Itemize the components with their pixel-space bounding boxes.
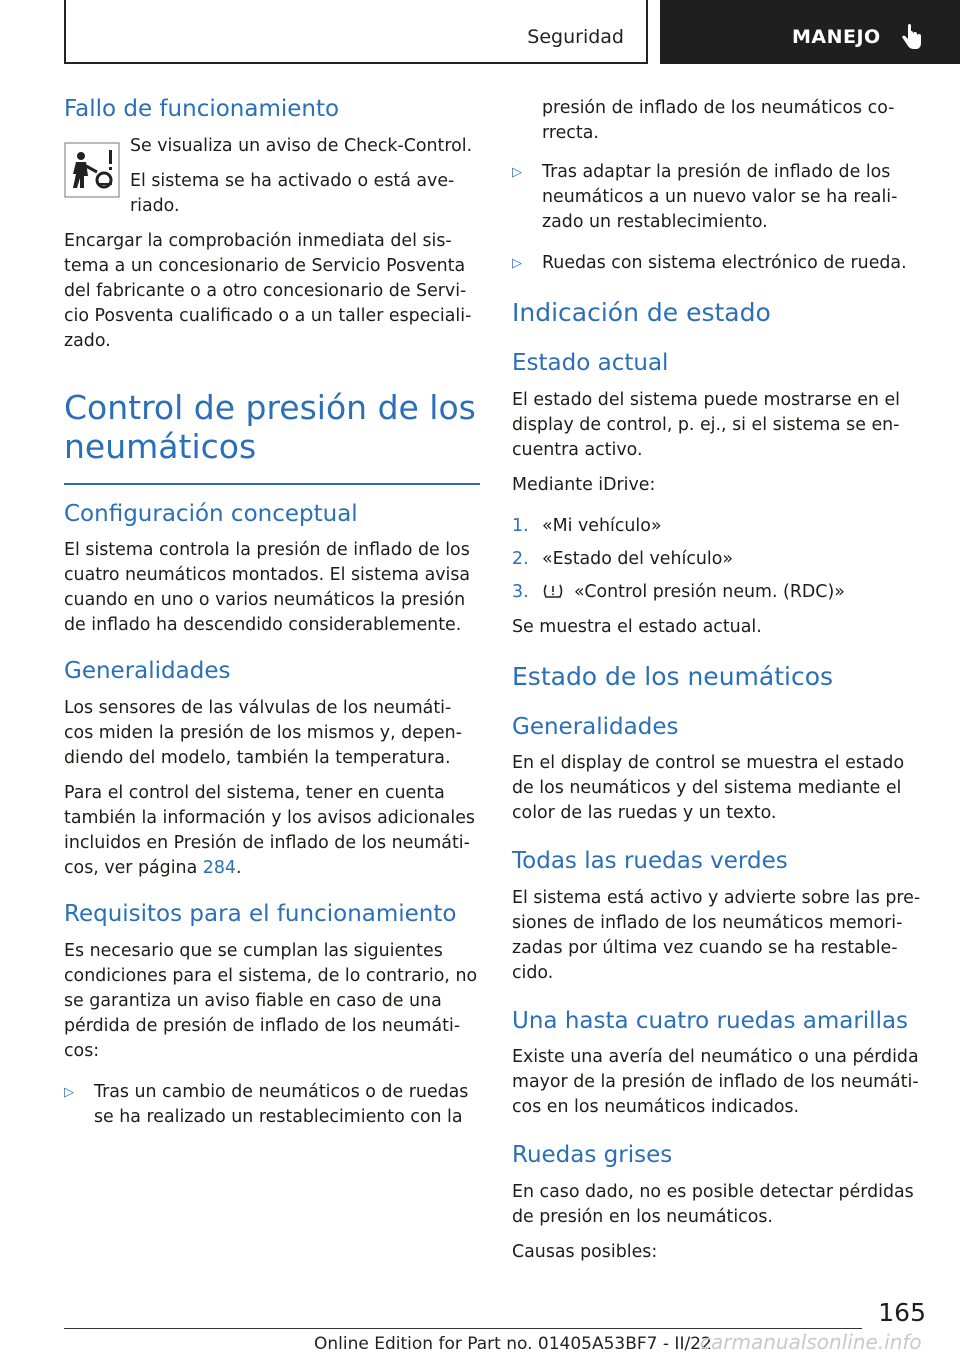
- current-status-heading: Estado actual: [512, 350, 669, 376]
- bullet-arrow-icon: ▷: [512, 165, 522, 180]
- warning-block: [64, 134, 480, 219]
- step-text: «Mi vehículo»: [542, 515, 662, 536]
- tyre-status-heading: Estado de los neumáticos: [512, 661, 834, 691]
- requirements-list: [64, 1080, 480, 1130]
- grey-wheels-heading: Ruedas grises: [512, 1142, 673, 1169]
- bullet-arrow-icon: ▷: [512, 256, 522, 271]
- tyre-general-text: En el display de control se muestra el estado de los neumáticos y del sistema mediante el color de las ruedas y un texto.: [512, 753, 905, 824]
- step-item: [512, 580, 928, 605]
- malfunction-text-1: Se visualiza un aviso de Check-Control.: [130, 135, 473, 156]
- concept-heading: Configuración conceptual: [64, 500, 358, 527]
- list-item-text: Ruedas con sistema electrónico de rueda.: [542, 253, 907, 273]
- step-number: 2.: [512, 548, 529, 569]
- page-link[interactable]: 284: [202, 857, 236, 878]
- tyre-general-heading: Generalidades: [512, 713, 679, 740]
- idrive-text: Mediante iDrive:: [512, 474, 656, 495]
- steering-hand-icon: [898, 22, 924, 52]
- step-text: «Control presión neum. (RDC)»: [574, 581, 845, 602]
- current-status-text: El estado del sistema puede mostrarse en el display de control, p. ej., si el sistema se en-cuentra activo.: [512, 389, 900, 460]
- green-wheels-text: El sistema está activo y advierte sobre las pre-siones de inflado de los neumáticos memori-zadas por última vez cuando se ha restable-cido.: [512, 887, 921, 983]
- right-column: [512, 96, 928, 1275]
- malfunction-heading: Fallo de funcionamiento: [64, 96, 340, 122]
- header-section-title: Seguridad: [527, 26, 624, 48]
- step-number: 3.: [512, 581, 529, 602]
- header-chapter-label: MANEJO: [792, 26, 881, 48]
- general-text-2-body: Para el control del sistema, tener en cuenta también la información y los avisos adicionales incluidos en Presión de inflado de los neumáti-cos, ver página: [64, 782, 475, 878]
- list-item-text: Tras un cambio de neumáticos o de ruedas se ha realizado un restablecimiento con la: [94, 1081, 469, 1127]
- tyre-pressure-warning-icon: [64, 142, 120, 198]
- list-continuation-text: presión de inflado de los neumáticos co-rrecta.: [542, 98, 895, 143]
- requirements-heading: Requisitos para el funcionamiento: [64, 900, 457, 927]
- general-text-2: [64, 781, 480, 881]
- possible-causes-text: Causas posibles:: [512, 1241, 658, 1262]
- green-wheels-heading: Todas las ruedas verdes: [512, 848, 788, 875]
- list-item: [512, 251, 928, 276]
- requirements-list-cont: [512, 160, 928, 276]
- tpms-main-heading: Control de presión de los neumáticos: [64, 387, 476, 467]
- heading-rule: [64, 483, 480, 485]
- watermark: carmanualsonline.info: [700, 1330, 922, 1354]
- header-section-box: [64, 0, 648, 64]
- list-item: [64, 1080, 480, 1130]
- malfunction-text-3: Encargar la comprobación inmediata del sis-tema a un concesionario de Servicio Posventa del fabricante o a otro concesionario de Servi-cio Posventa cualificado o a un taller especiali-zado.: [64, 230, 472, 351]
- footer-rule: [64, 1328, 862, 1329]
- general-text-2-end: .: [235, 857, 242, 878]
- page-number: 165: [878, 1298, 926, 1327]
- general-text-1: Los sensores de las válvulas de los neumáti-cos miden la presión de los mismos y, depen-diendo del modelo, también la temperatura.: [64, 697, 462, 768]
- step-item: [512, 514, 928, 539]
- requirements-text: Es necesario que se cumplan las siguientes condiciones para el sistema, de lo contrario, no se garantiza un aviso fiable en caso de una pérdida de presión de inflado de los neumáti-cos:: [64, 940, 478, 1061]
- concept-text: El sistema controla la presión de inflado de los cuatro neumáticos montados. El sistema avisa cuando en uno o varios neumáticos la presión de inflado ha descendido considerablemente.: [64, 540, 471, 636]
- step-item: [512, 547, 928, 572]
- left-column: [64, 96, 480, 1140]
- step-text: «Estado del vehículo»: [542, 548, 734, 569]
- yellow-wheels-text: Existe una avería del neumático o una pérdida mayor de la presión de inflado de los neumáti-cos en los neumáticos indicados.: [512, 1047, 919, 1118]
- status-shown-text: Se muestra el estado actual.: [512, 616, 762, 637]
- tpms-icon: [542, 582, 564, 600]
- status-display-heading: Indicación de estado: [512, 298, 771, 327]
- edition-text: Online Edition for Part no. 01405A53BF7 - II/22: [314, 1334, 712, 1354]
- step-number: 1.: [512, 515, 529, 536]
- yellow-wheels-heading: Una hasta cuatro ruedas amarillas: [512, 1007, 909, 1034]
- general-heading: Generalidades: [64, 658, 231, 685]
- grey-wheels-text: En caso dado, no es posible detectar pérdidas de presión en los neumáticos.: [512, 1181, 914, 1227]
- malfunction-text-2: El sistema se ha activado o está ave-riado.: [130, 170, 455, 216]
- list-item: [512, 160, 928, 235]
- idrive-steps: [512, 514, 928, 605]
- header-chapter-tab: [660, 0, 960, 64]
- list-item-text: Tras adaptar la presión de inflado de los neumáticos a un nuevo valor se ha reali-zado un restablecimiento.: [542, 162, 898, 232]
- bullet-arrow-icon: ▷: [64, 1084, 74, 1100]
